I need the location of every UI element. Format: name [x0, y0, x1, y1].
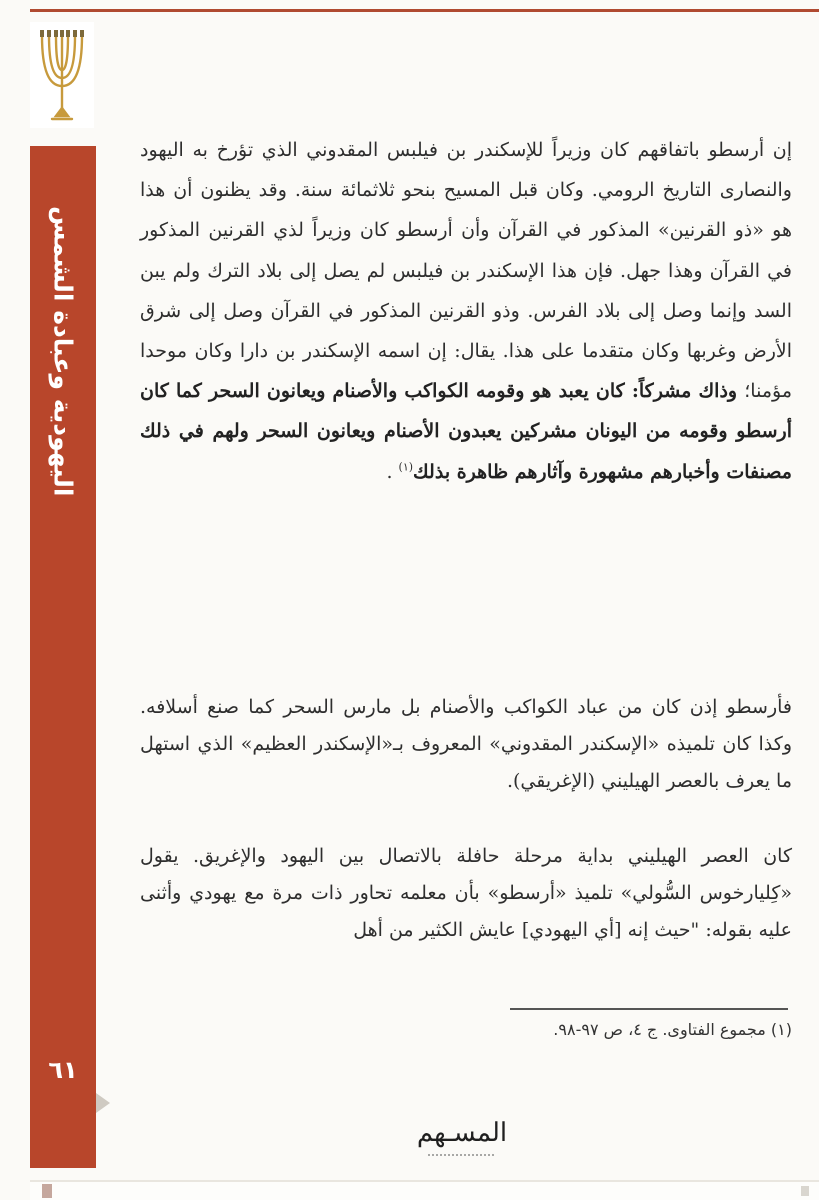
footnote: (١) مجموع الفتاوى. ج ٤، ص ٩٧-٩٨. [553, 1020, 792, 1039]
footnote-divider [510, 1008, 788, 1010]
signature-underline [426, 1152, 496, 1158]
footnote-ref[interactable]: (١) [398, 460, 414, 474]
paragraph-1 [140, 130, 792, 492]
page-marker-arrow [96, 1093, 110, 1113]
page-number: ٦١ [48, 1056, 78, 1084]
side-band [30, 146, 96, 1168]
menorah-logo [30, 22, 94, 128]
paragraph-1-bold-quote: وذاك مشركاً: كان يعبد هو وقومه الكواكب والأصنام ويعانون السحر كما كان أرسطو وقومه من اليونان مشركين يعبدون الأصنام ويعانون السحر ولهم في ذلك مصنفات وأخبارهم مشهورة وآثارهم ظاهرة بذلك [140, 380, 792, 483]
next-page-mark [801, 1186, 809, 1196]
signature-logo: المسـهم [416, 1118, 508, 1148]
paragraph-2: فأرسطو إذن كان من عباد الكواكب والأصنام بل مارس السحر كما صنع أسلافه. وكذا كان تلميذه «الإسكندر المقدوني» المعروف بـ«الإسكندر العظيم» الذي استهل ما يعرف بالعصر الهيليني (الإغريقي). [140, 696, 792, 792]
next-page-edge [30, 1180, 819, 1200]
paragraph-1-text: إن أرسطو باتفاقهم كان وزيراً للإسكندر بن فيلبس المقدوني الذي تؤرخ به اليهود والنصارى التاريخ الرومي. وكان قبل المسيح بنحو ثلاثمائة سنة. وقد يظنون أن هذا هو «ذو القرنين» المذكور في القرآن وأن أرسطو كان وزيراً لذي القرنين المذكور في القرآن وهذا جهل. فإن هذا الإسكندر بن فيلبس لم يصل إلى بلاد الترك ولم يبن السد وإنما وصل إلى بلاد الفرس. وذو القرنين المذكور في القرآن وصل إلى شرق الأرض وغربها وكان متقدما على هذا. يقال: إن اسمه الإسكندر بن دارا وكان موحدا مؤمنا؛ [140, 139, 792, 403]
top-border [30, 0, 819, 12]
paragraph-3: كان العصر الهيليني بداية مرحلة حافلة بالاتصال بين اليهود والإغريق. يقول «كِليارخوس السُّولي» تلميذ «أرسطو» بأن معلمه تحاور ذات مرة مع يهودي وأثنى عليه بقوله: "حيث إنه [أي اليهودي] عايش الكثير من أهل [140, 845, 792, 941]
paragraph-1-end: . [386, 460, 399, 483]
book-title: اليهودية وعبادة الشمس [48, 206, 78, 497]
next-page-band [42, 1184, 52, 1198]
